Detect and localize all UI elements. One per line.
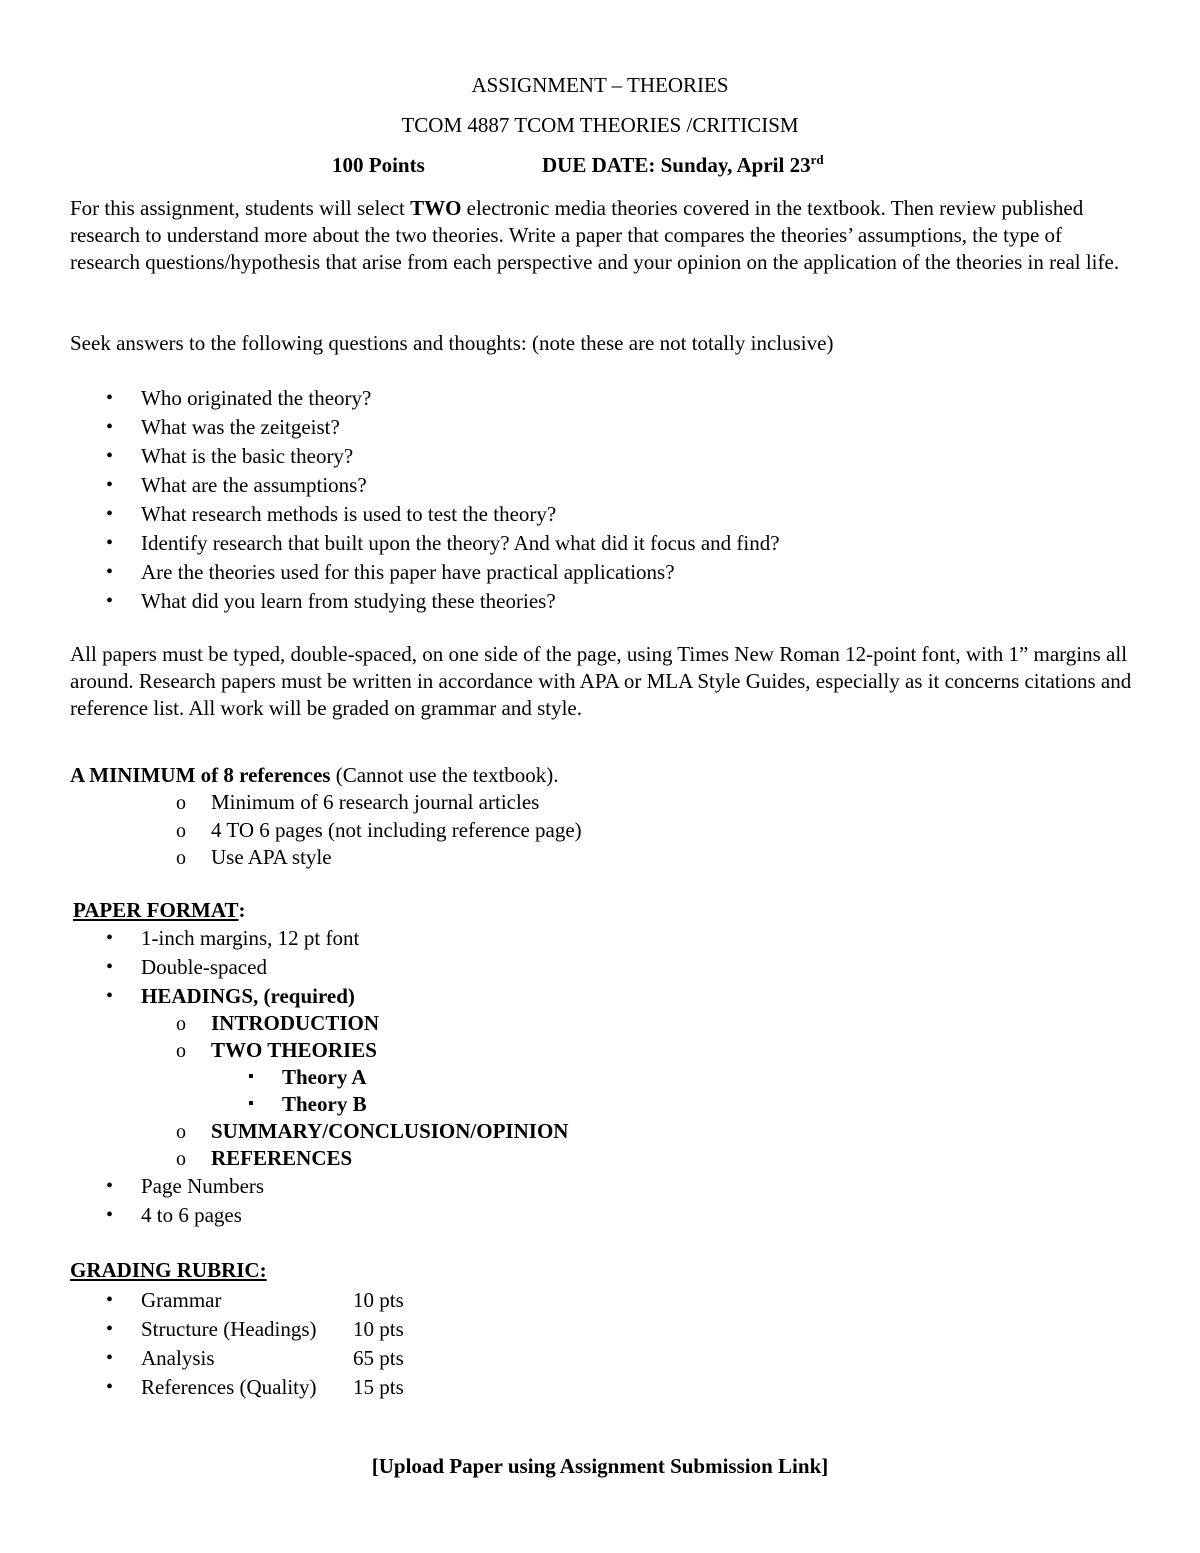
- assignment-title: ASSIGNMENT – THEORIES: [471, 73, 729, 97]
- paper-format-heading: PAPER FORMAT:: [73, 898, 246, 922]
- circle-bullet-icon: o: [176, 1148, 186, 1170]
- bullet-icon: •: [106, 445, 114, 467]
- bullet-icon: •: [106, 474, 114, 496]
- due-date-suffix: rd: [810, 152, 824, 167]
- requirements-paragraph: All papers must be typed, double-spaced, on one side of the page, using Times New Roman 12-point font, with 1” margins all around. Research papers must be written in accordance with APA or MLA Style Guides, especially as it concerns citations and reference list. All work will be graded on grammar and style.: [70, 642, 1132, 720]
- circle-bullet-icon: o: [176, 847, 186, 869]
- square-bullet-icon: ▪: [248, 1095, 254, 1112]
- bullet-icon: •: [106, 503, 114, 525]
- bullet-icon: •: [106, 416, 114, 438]
- due-date: DUE DATE: Sunday, April 23rd: [542, 152, 824, 177]
- rubric-points: 10 pts: [353, 1317, 404, 1341]
- bullet-icon: •: [106, 1289, 114, 1311]
- rubric-points: 10 pts: [353, 1288, 404, 1312]
- upload-instruction: [Upload Paper using Assignment Submission Link]: [371, 1454, 829, 1478]
- circle-bullet-icon: o: [176, 1121, 186, 1143]
- bullet-icon: •: [106, 532, 114, 554]
- intro-bold: TWO: [410, 196, 462, 220]
- bullet-icon: •: [106, 985, 114, 1007]
- circle-bullet-icon: o: [176, 1040, 186, 1062]
- rubric-points: 15 pts: [353, 1375, 404, 1399]
- grading-rubric-heading: GRADING RUBRIC:: [70, 1258, 267, 1282]
- bullet-icon: •: [106, 1376, 114, 1398]
- intro-paragraph: For this assignment, students will select TWO electronic media theories covered in the textbook. Then review published research to understand more about the two theories. Write a paper that compares the theories’ assumptions, the type of research questions/hypothesis that arise from each perspective and your opinion on the application of the theories in real life.: [70, 196, 1120, 274]
- circle-bullet-icon: o: [176, 792, 186, 814]
- rubric-points: 65 pts: [353, 1346, 404, 1370]
- bullet-icon: •: [106, 1204, 114, 1226]
- references-heading: A MINIMUM of 8 references (Cannot use the textbook).: [70, 763, 559, 787]
- bullet-icon: •: [106, 590, 114, 612]
- bullet-icon: •: [106, 561, 114, 583]
- document-page: ASSIGNMENT – THEORIES TCOM 4887 TCOM THEORIES /CRITICISM 100 Points DUE DATE: Sunday, April 23rd For this assignment, students will select TWO electronic media theories covered in the textbook. Then review published research to understand more about the two theories. Write a paper that compares the theories’ assumptions, the type of research questions/hypothesis that arise from each perspective and your opinion on the application of the theories in real life. Seek answers to the following questions and thoughts: (note these are not totally inclusive) • Who originated the theory? • What was the zeitgeist? • What is the basic theory? • What are the assumptions? • What research methods is used to test the theory? • Identify research that built upon the theory? And what did it focus and find? • Are the theories used for this paper have practical applications? • What did you learn from studying these theories? All papers must be typed, double-spaced, on one side of the page, using Times New Roman 12-point font, with 1” margins all around. Research papers must be written in accordance with APA or MLA Style Guides, especially as it concerns citations and reference list. All work will be graded on grammar and style. A MINIMUM of 8 references (Cannot use the textbook). o Minimum of 6 research journal articles o 4 TO 6 pages (not including reference page) o Use APA style PAPER FORMAT: • 1-inch margins, 12 pt font • Double-spaced • HEADINGS, (required) o INTRODUCTION o TWO THEORIES ▪ Theory A ▪ Theory B o SUMMARY/CONCLUSION/OPINION o REFERENCES • Page Numbers • 4 to 6 pages GRADING RUBRIC: • Grammar 10 pts • Structure (Headings) 10 pts • Analysis 65 pts • References (Quality) 15 pts [Upload Paper using Assignment Submission Link]: [0, 0, 1200, 1553]
- bullet-icon: •: [106, 956, 114, 978]
- bullet-icon: •: [106, 1175, 114, 1197]
- seek-paragraph: Seek answers to the following questions and thoughts: (note these are not totally inclusive): [70, 331, 834, 355]
- bullet-icon: •: [106, 927, 114, 949]
- bullet-icon: •: [106, 1318, 114, 1340]
- circle-bullet-icon: o: [176, 1013, 186, 1035]
- points-label: 100 Points: [332, 153, 425, 177]
- circle-bullet-icon: o: [176, 819, 186, 842]
- square-bullet-icon: ▪: [248, 1068, 254, 1085]
- bullet-icon: •: [106, 1347, 114, 1369]
- course-title: TCOM 4887 TCOM THEORIES /CRITICISM: [401, 113, 799, 137]
- bullet-icon: •: [106, 387, 114, 409]
